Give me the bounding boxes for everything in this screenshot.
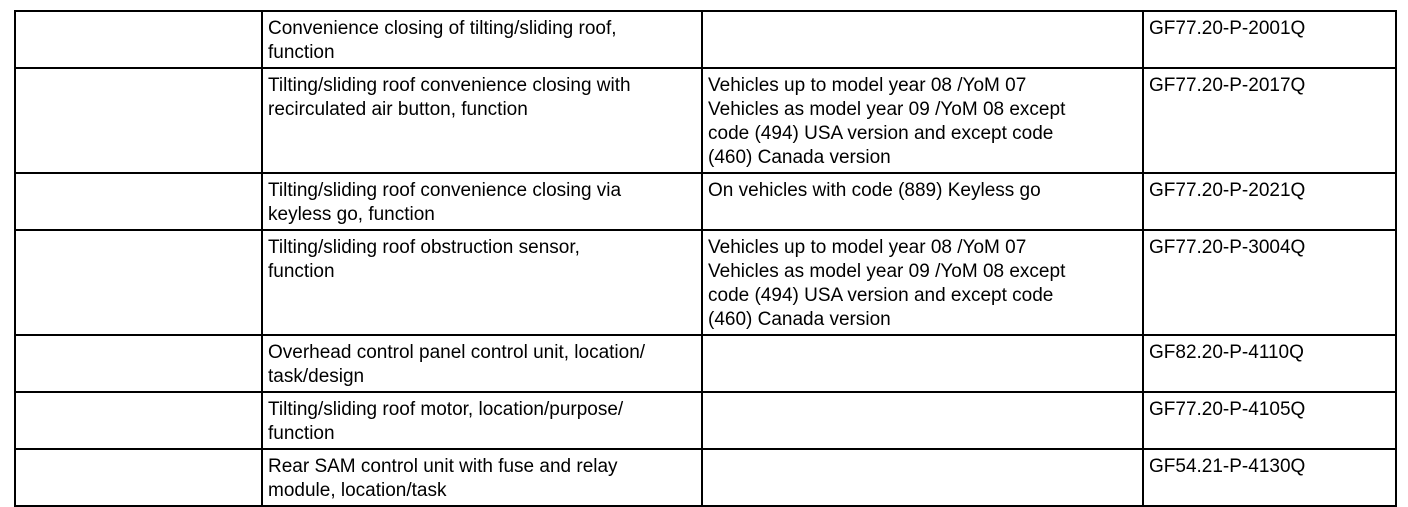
table-row [15,173,1396,230]
row-blank-cell [15,230,262,335]
validity-cell [702,68,1143,173]
description-line: recirculated air button, function [268,99,528,120]
description-cell [262,230,702,335]
description-line: Tilting/sliding roof convenience closing via [268,180,622,201]
row-blank-cell [15,173,262,230]
description-line: function [268,42,335,63]
description-cell [262,449,702,506]
description-line: Overhead control panel control unit, location/ [268,342,646,363]
document-number-cell: GF77.20-P-2017Q [1143,68,1396,173]
validity-line: code (494) USA version and except code [708,123,1054,144]
row-blank-cell [15,449,262,506]
description-line: task/design [268,366,365,387]
description-line: function [268,423,335,444]
table-row [15,392,1396,449]
description-line: keyless go, function [268,204,435,225]
document-table [14,10,1397,507]
row-blank-cell [15,11,262,68]
document-number-cell: GF54.21-P-4130Q [1143,449,1396,506]
table-row [15,68,1396,173]
description-cell [262,392,702,449]
document-number-cell: GF77.20-P-2001Q [1143,11,1396,68]
table-row [15,230,1396,335]
validity-line: (460) Canada version [708,309,891,330]
description-line: Tilting/sliding roof motor, location/purpose/ [268,399,624,420]
document-number-cell: GF77.20-P-2021Q [1143,173,1396,230]
validity-cell [702,335,1143,392]
validity-line: Vehicles up to model year 08 /YoM 07 [708,75,1027,96]
table-row [15,449,1396,506]
description-cell [262,335,702,392]
description-cell [262,68,702,173]
description-line: module, location/task [268,480,447,501]
document-number-cell: GF82.20-P-4110Q [1143,335,1396,392]
description-line: function [268,261,335,282]
description-line: Tilting/sliding roof convenience closing with [268,75,631,96]
table-row [15,11,1396,68]
validity-cell [702,449,1143,506]
row-blank-cell [15,68,262,173]
row-blank-cell [15,392,262,449]
description-line: Rear SAM control unit with fuse and relay [268,456,618,477]
description-cell [262,173,702,230]
validity-line: Vehicles as model year 09 /YoM 08 except [708,261,1066,282]
document-number-cell: GF77.20-P-3004Q [1143,230,1396,335]
description-cell [262,11,702,68]
table-row [15,335,1396,392]
validity-line: Vehicles as model year 09 /YoM 08 except [708,99,1066,120]
validity-cell [702,392,1143,449]
description-line: Convenience closing of tilting/sliding roof, [268,18,617,39]
validity-cell [702,173,1143,230]
validity-line: Vehicles up to model year 08 /YoM 07 [708,237,1027,258]
validity-cell [702,11,1143,68]
validity-line: code (494) USA version and except code [708,285,1054,306]
description-line: Tilting/sliding roof obstruction sensor, [268,237,580,258]
validity-cell [702,230,1143,335]
document-number-cell: GF77.20-P-4105Q [1143,392,1396,449]
row-blank-cell [15,335,262,392]
validity-line: (460) Canada version [708,147,891,168]
validity-line: On vehicles with code (889) Keyless go [708,180,1041,201]
